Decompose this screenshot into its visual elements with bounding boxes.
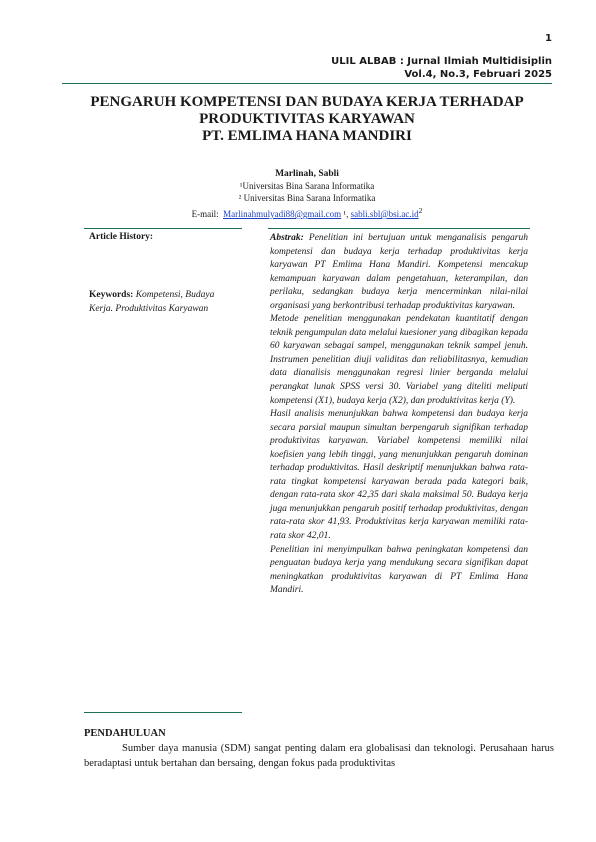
header-rule <box>62 83 552 84</box>
email-separator: ¹, <box>341 209 349 219</box>
keywords-block <box>89 289 239 316</box>
abstract-paragraph-2: Metode penelitian menggunakan pendekatan kuantitatif dengan teknik pengumpulan data melalui kuesioner yang dibagikan kepada 60 karyawan sebagai sampel, menggunakan teknik sampel jenuh. Instrumen penelitian diuji validitas dan reliabilitasnya, kemudian data dianalisis menggunakan regresi linier berganda melalui perangkat lunak SPSS versi 30. Variabel yang diteliti meliputi kompetensi (X1), budaya kerja (X2), dan produktivitas kerja (Y). <box>270 314 528 406</box>
affiliation-2: ² Universitas Bina Sarana Informatika <box>238 193 376 203</box>
abstract-rule <box>268 228 530 229</box>
email-label: E-mail: <box>191 209 219 219</box>
abstract-paragraph-4: Penelitian ini menyimpulkan bahwa peningkatan kompetensi dan penguatan budaya kerja yang mendukung secara signifikan dapat meningkatkan produktivitas karyawan di PT Emlima Hana Mandiri. <box>270 544 528 596</box>
abstract-label: Abstrak: <box>270 233 304 243</box>
abstract-text-1: Penelitian ini bertujuan untuk menganalisis pengaruh kompetensi dan budaya kerja terhadap produktivitas kerja karyawan PT Emlima Hana Mandiri. Kompetensi mencakup kemampuan karyawan dalam pengetahuan, keterampilan, dan perilaku, sedangkan budaya kerja mencerminkan nilai-nilai organisasi yang berkontribusi terhadap produktivitas karyawan. <box>270 233 528 311</box>
abstract-block <box>270 232 528 598</box>
keywords-value: Kompetensi, Budaya Kerja. Produktivitas Karyawan <box>89 290 215 314</box>
email-link-2[interactable]: sabli.sbl@bsi.ac.id <box>350 209 419 219</box>
author-names: Marlinah, Sabli <box>275 169 339 179</box>
abstract-paragraph-3: Hasil analisis menunjukkan bahwa kompetensi dan budaya kerja secara parsial maupun simultan berpengaruh signifikan terhadap produktivitas karyawan. Variabel kompetensi memiliki nilai koefisien yang lebih tinggi, yang menunjukkan pengaruh dominan terhadap produktivitas. Hasil deskriptif menunjukkan bahwa rata- rata tingkat kompetensi karyawan berada pada kategori baik, dengan rata-rata skor 42,35 dari skala maksimal 50. Budaya kerja juga menunjukkan pengaruh positif terhadap produktivitas, dengan rata-rata skor 41,93. Produktivitas kerja karyawan memiliki rata-rata skor 42,01. <box>270 409 528 542</box>
article-info-rule <box>84 228 242 229</box>
email-line <box>62 206 552 219</box>
section-heading: PENDAHULUAN <box>84 728 166 739</box>
email-link-1[interactable]: Marlinahmulyadi88@gmail.com <box>223 209 342 219</box>
journal-volume: Vol.4, No.3, Februari 2025 <box>404 69 552 80</box>
page-number: 1 <box>545 33 552 44</box>
section-rule <box>84 712 242 713</box>
paper-title-line-3: PT. EMLIMA HANA MANDIRI <box>202 128 412 144</box>
email-superscript: 2 <box>418 206 423 215</box>
article-history-label: Article History: <box>89 232 154 242</box>
affiliation-1: ¹Universitas Bina Sarana Informatika <box>239 181 375 191</box>
paper-title-line-1: PENGARUH KOMPETENSI DAN BUDAYA KERJA TERHADAP <box>90 94 524 110</box>
abstract-paragraph-1 <box>270 232 528 313</box>
keywords-label: Keywords: <box>89 290 134 300</box>
section-body-text: Sumber daya manusia (SDM) sangat penting dalam era globalisasi dan teknologi. Perusahaan harus beradaptasi untuk bertahan dan bersaing, dengan fokus pada produktivitas <box>84 743 554 769</box>
journal-name: ULIL ALBAB : Jurnal Ilmiah Multidisiplin <box>331 56 552 67</box>
paper-title-line-2: PRODUKTIVITAS KARYAWAN <box>199 111 415 127</box>
